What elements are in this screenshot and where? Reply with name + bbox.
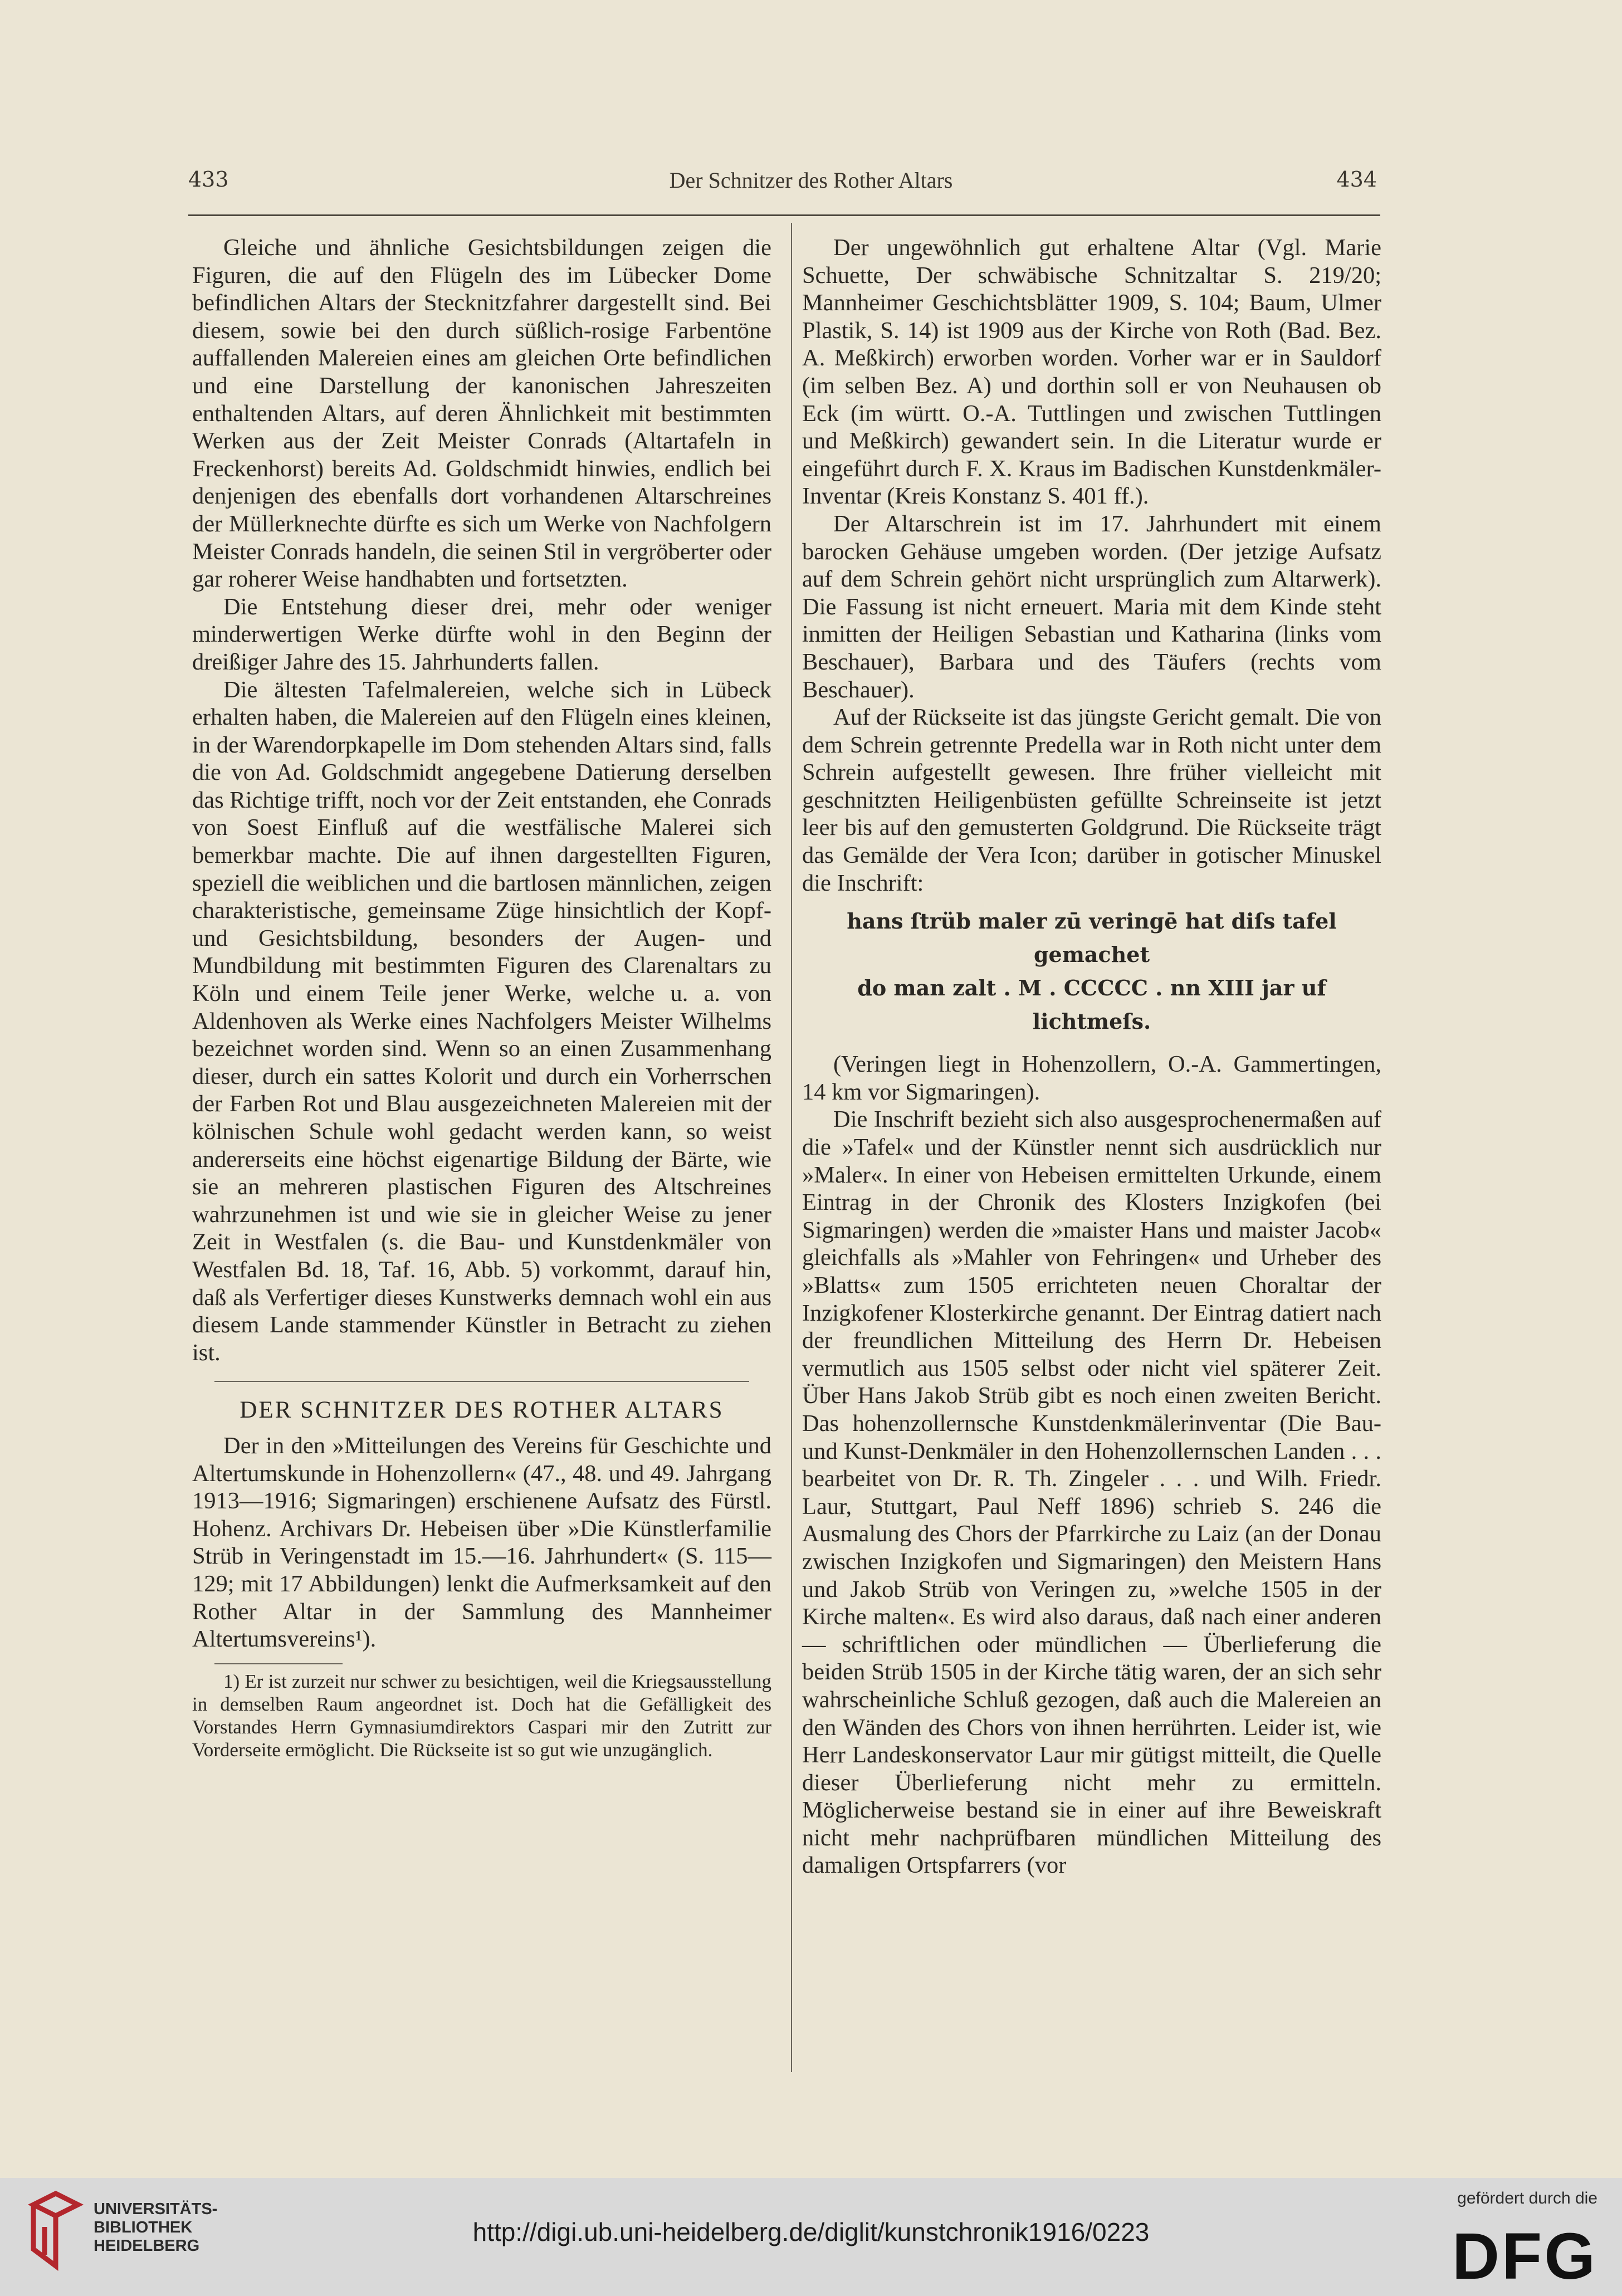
right-paragraph-5: Die Inschrift bezieht sich also ausgesprochenermaßen auf die »Tafel« und der Künstler nennt sich ausdrücklich nur »Maler«. In einer von Hebeisen ermittelten Urkunde, einem Eintrag in der Chronik des Klosters Inzigkofen (bei Sigmaringen) werden die »maister Hans und maister Jacob« gleichfalls als »Mahler von Fehringen« und Urheber des »Blatts« zum 1505 errichteten neuen Choraltar der Inzigkofener Klosterkirche genannt. Der Eintrag datiert nach der freundlichen Mitteilung des Herrn Dr. Hebeisen vermutlich aus 1505 selbst oder nicht viel späterer Zeit. Über Hans Jakob Strüb gibt es noch einen zweiten Bericht. Das hohenzollernsche Kunstdenkmälerinventar (Die Bau- und Kunst-Denkmäler in den Hohenzollernschen Landen . . . bearbeitet von Dr. R. Th. Zingeler . . . und Wilh. Friedr. Laur, Stuttgart, Paul Neff 1896) schrieb S. 246 die Ausmalung des Chors der Pfarrkirche zu Laiz (an der Donau zwischen Inzigkofen und Sigmaringen) den Meistern Hans und Jakob Strüb von Veringen zu, »welche 1505 in der Kirche malten«. Es wird also daraus, daß nach einer anderen — schriftlichen oder mündlichen — Überlieferung die beiden Strüb 1505 in der Kirche tätig waren, der an sich sehr wahrscheinliche Schluß gezogen, daß auch die Malereien an den Wänden des Chors von ihnen herrührten. Leider ist, wie Herr Landeskonservator Laur mir gütigst mitteilt, die Quelle dieser Überlieferung nicht mehr zu ermitteln. Möglicherweise bestand sie in einer auf ihre Beweiskraft nicht mehr nachprüfbaren mündlichen Mitteilung des damaligen Ortspfarrers (vor — [802, 1106, 1381, 1879]
right-paragraph-1: Der ungewöhnlich gut erhaltene Altar (Vgl. Marie Schuette, Der schwäbische Schnitzaltar S. 219/20; Mannheimer Geschichtsblätter 1909, S. 104; Baum, Ulmer Plastik, S. 14) ist 1909 aus der Kirche von Roth (Bad. Bez. A. Meßkirch) erworben worden. Vorher war er in Sauldorf (im selben Bez. A) und dorthin soll er von Neuhausen ob Eck (im württ. O.-A. Tuttlingen und zwischen Tuttlingen und Meßkirch) gewandert sein. In die Literatur wurde er eingeführt durch F. X. Kraus im Badischen Kunstdenkmäler-Inventar (Kreis Konstanz S. 401 ff.). — [802, 235, 1381, 510]
page-number-left: 433 — [188, 167, 229, 192]
left-paragraph-3: Die ältesten Tafelmalereien, welche sich in Lübeck erhalten haben, die Malereien auf den Flügeln eines kleinen, in der Warendorpkapelle im Dom stehenden Altars sind, falls die von Ad. Goldschmidt angegebene Datierung derselben das Richtige trifft, noch vor der Zeit entstanden, ehe Conrads von Soest Einfluß auf die westfälische Malerei sich bemerkbar machte. Die auf ihnen dargestellten Figuren, speziell die weiblichen und die bartlosen männlichen, zeigen charakteristische, gemeinsame Züge hinsichtlich der Kopf- und Gesichtsbildung, besonders der Augen- und Mundbildung mit bestimmten Figuren des Clarenaltars zu Köln und einem Teile jener Werke, welche u. a. von Aldenhoven als Werke eines Nachfolgers Meister Wilhelms bezeichnet worden sind. Wenn so an einen Zusammenhang dieser, durch ein sattes Kolorit und durch ein Vorherrschen der Farben Rot und Blau ausgezeichneten Malereien mit der kölnischen Schule wohl gedacht werden kann, so weist andererseits eine höchst eigenartige Bildung der Bärte, wie sie an mehreren plastischen Figuren des Altschreines wahrzunehmen ist und wie sie in gleicher Weise zu jener Zeit in Westfalen (s. die Bau- und Kunstdenkmäler von Westfalen Bd. 18, Taf. 16, Abb. 5) vorkommt, darauf hin, daß als Verfertiger dieses Kunstwerks demnach wohl ein aus diesem Lande stammender Künstler in Betracht zu ziehen ist. — [192, 676, 771, 1366]
funded-by-label: gefördert durch die — [1457, 2189, 1597, 2207]
library-line-1: UNIVERSITÄTS- — [94, 2200, 218, 2218]
permalink-url[interactable]: http://digi.ub.uni-heidelberg.de/diglit/kunstchronik1916/0223 — [472, 2217, 1150, 2246]
column-divider — [791, 223, 792, 2072]
section-paragraph: Der in den »Mitteilungen des Vereins für Geschichte und Altertumskunde in Hohenzollern« (47., 48. und 49. Jahrgang 1913—1916; Sigmaringen) erschienene Aufsatz des Fürstl. Hohenz. Archivars Dr. Hebeisen über »Die Künstlerfamilie Strüb in Veringenstadt im 15.—16. Jahrhundert« (S. 115—129; mit 17 Abbildungen) lenkt die Aufmerksamkeit auf den Rother Altar in der Sammlung des Mannheimer Altertumsvereins¹). — [192, 1432, 771, 1653]
right-paragraph-4: (Veringen liegt in Hohenzollern, O.-A. Gammertingen, 14 km vor Sigmaringen). — [802, 1051, 1381, 1105]
section-rule — [214, 1381, 749, 1382]
right-paragraph-3: Auf der Rückseite ist das jüngste Gericht gemalt. Die von dem Schrein getrennte Predella war in Roth nicht unter dem Schrein aufgestellt gewesen. Ihre früher vielleicht mit geschnitzten Heiligenbüsten gefüllte Schreinseite ist jetzt leer bis auf den gemusterten Goldgrund. Die Rückseite trägt das Gemälde der Vera Icon; darüber in gotischer Minuskel die Inschrift: — [802, 704, 1381, 896]
right-paragraph-2: Der Altarschrein ist im 17. Jahrhundert mit einem barocken Gehäuse umgeben worden. (Der jetzige Aufsatz auf dem Schrein gehört nicht ursprünglich zum Altarwerk). Die Fassung ist nicht erneuert. Maria mit dem Kinde steht inmitten der Heiligen Sebastian und Katharina (links vom Beschauer), Barbara und des Täufers (rechts vom Beschauer). — [802, 510, 1381, 703]
library-line-3: HEIDELBERG — [94, 2237, 200, 2255]
gothic-inscription — [802, 905, 1381, 1038]
left-paragraph-1: Gleiche und ähnliche Gesichtsbildungen zeigen die Figuren, die auf den Flügeln des im Lübecker Dome befindlichen Altars der Stecknitzfahrer dargestellt sind. Bei diesem, sowie bei den durch süßlich-rosige Farbentöne auffallenden Malereien eines am gleichen Orte befindlichen und eine Darstellung der kanonischen Jahreszeiten enthaltenden Altars, auf deren Ähnlichkeit mit bestimmten Werken aus der Zeit Meister Conrads (Altartafeln in Freckenhorst) bereits Ad. Goldschmidt hinwies, endlich bei denjenigen des ebenfalls dort vorhandenen Altarschreines der Müllerknechte dürfte es sich um Werke von Nachfolgern Meister Conrads handeln, die seinen Stil in vergröberter oder gar roherer Weise handhabten und fortsetzten. — [192, 235, 771, 593]
footnote: 1) Er ist zurzeit nur schwer zu besichtigen, weil die Kriegsausstellung in demselben Raum angeordnet ist. Doch hat die Gefälligkeit des Vorstandes Herrn Gymnasiumdirektors Caspari mir den Zutritt zur Vorderseite ermöglicht. Die Rückseite ist so gut wie unzugänglich. — [192, 1670, 771, 1761]
section-title: DER SCHNITZER DES ROTHER ALTARS — [240, 1397, 724, 1424]
header-rule — [188, 214, 1380, 216]
running-title: Der Schnitzer des Rother Altars — [669, 168, 953, 193]
left-column — [192, 234, 771, 1761]
inscription-line-2: do man zalt . M . CCCCC . nn XIII jar uf lichtmeſs. — [857, 975, 1326, 1034]
inscription-line-1: hans ſtrüb maler zū veringē hat diſs tafel gemachet — [847, 908, 1337, 968]
footnote-rule — [214, 1663, 343, 1664]
dfg-logo[interactable]: DFG — [1452, 2220, 1597, 2293]
right-column — [802, 234, 1381, 1879]
left-paragraph-2: Die Entstehung dieser drei, mehr oder weniger minderwertigen Werke dürfte wohl in den Beginn der dreißiger Jahre des 15. Jahrhunderts fallen. — [192, 593, 771, 675]
page-number-right: 434 — [1336, 167, 1377, 192]
library-line-2: BIBLIOTHEK — [94, 2219, 193, 2236]
